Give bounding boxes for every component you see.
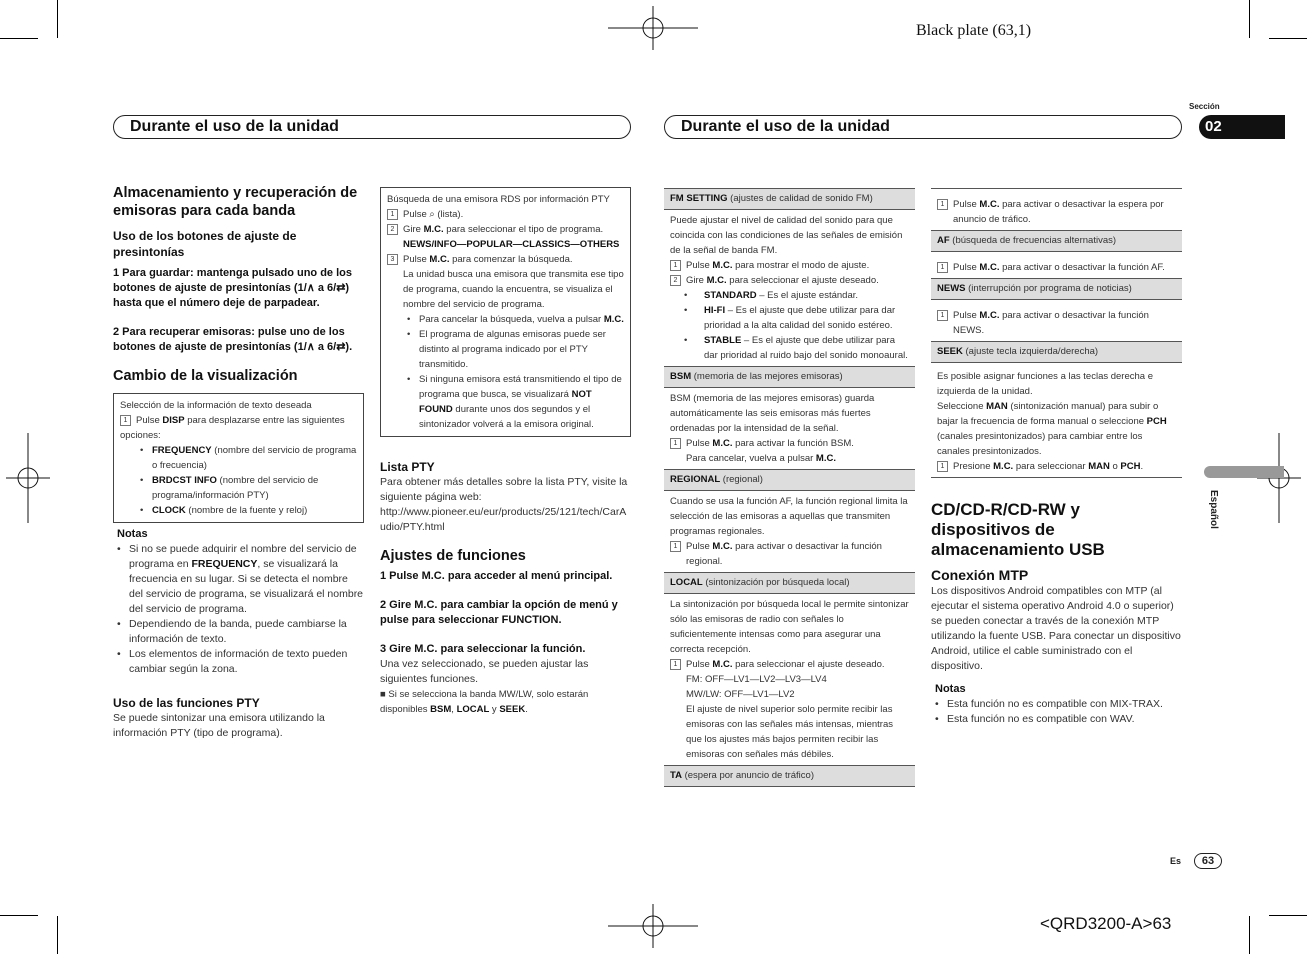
section-number-tab: 02 <box>1199 115 1285 139</box>
step-number-icon: 2 <box>670 275 681 286</box>
list-item: • Si ninguna emisora está transmitiendo el tipo de programa que busca, se visualizará NOT FOUND durante unos dos segundos y el sintonizador volverá a la emisora original. <box>387 372 624 432</box>
subsection-title: Conexión MTP <box>931 567 1029 583</box>
info-box: Selección de la información de texto deseada 1 Pulse DISP para desplazarse entre las siguientes opciones: • FREQUENCY (nombre del servicio de programa o frecuencia) • BRDCST INFO (nombre del servicio de programa/información PTY) • CLOCK (nombre de la fuente y reloj) <box>113 393 364 523</box>
list-item: • Los elementos de información de texto pueden cambiar según la zona. <box>113 647 364 677</box>
function-header: NEWS (interrupción por programa de noticias) <box>931 278 1182 300</box>
paragraph: Es posible asignar funciones a las teclas derecha e izquierda de la unidad. <box>937 371 1153 397</box>
step-1: 1 Para guardar: mantenga pulsado uno de los botones de ajuste de presintonías (1/∧ a 6/⇄) hasta que el número deje de parpadear. <box>113 267 352 309</box>
step-number-icon: 2 <box>387 224 398 235</box>
function-header: AF (búsqueda de frecuencias alternativas) <box>931 230 1182 252</box>
option-values: MW/LW: OFF—LV1—LV2 <box>686 689 795 700</box>
function-header: BSM (memoria de las mejores emisoras) <box>664 366 915 388</box>
step-number-icon: 1 <box>937 461 948 472</box>
paragraph: La sintonización por búsqueda local le permite sintonizar sólo las emisoras de radio con señales lo suficientemente intensas como para asegurar una correcta recepción. <box>670 599 909 655</box>
language-label: Español <box>1208 490 1219 529</box>
paragraph: El ajuste de nivel superior solo permite recibir las emisoras con las señales más intensas, mientras que los ajustes más bajos permiten recibir las emisoras con señales más débiles. <box>686 704 893 760</box>
list-item: • STANDARD – Es el ajuste estándar. <box>664 288 915 303</box>
paragraph: BSM (memoria de las mejores emisoras) guarda automáticamente las seis emisoras más fuertes ordenadas por la intensidad de la señal. <box>670 393 875 434</box>
column-2 <box>380 187 631 717</box>
page-language: Es <box>1170 856 1182 866</box>
list-item: • BRDCST INFO (nombre del servicio de programa/información PTY) <box>120 473 357 503</box>
crop-mark <box>0 915 38 916</box>
step-number-icon: 1 <box>387 209 398 220</box>
list-item: • Esta función no es compatible con WAV. <box>931 712 1182 727</box>
crop-mark <box>57 0 58 38</box>
step-number-icon: 3 <box>387 254 398 265</box>
subsection-title: Uso de los botones de ajuste de presintonías <box>113 229 297 259</box>
list-item: • FREQUENCY (nombre del servicio de programa o frecuencia) <box>120 443 357 473</box>
crop-mark <box>57 916 58 954</box>
subsection-title: Uso de las funciones PTY <box>113 696 260 710</box>
list-item: • Para cancelar la búsqueda, vuelva a pulsar M.C. <box>387 312 624 327</box>
section-header-right: Durante el uso de la unidad <box>664 115 1182 139</box>
square-bullet-icon: ■ <box>380 689 389 700</box>
list-item: • CLOCK (nombre de la fuente y reloj) <box>120 503 357 518</box>
paragraph: Para obtener más detalles sobre la lista PTY, visite la siguiente página web: <box>380 476 628 503</box>
column-3: FM SETTING (ajustes de calidad de sonido FM) Puede ajustar el nivel de calidad del sonido para que coincida con las condiciones de las señales de emisión de la señal de banda FM. 1 Pulse M.C. para mostrar el modo de ajuste. 2 Gire M.C. para seleccionar el ajuste deseado. • STANDARD – Es el ajuste estándar. • HI-FI – Es el ajuste que debe utilizar para dar prioridad a la alta calidad del sonido estéreo. • STABLE – Es el ajuste que debe utilizar para dar prioridad al ruido bajo del sonido monoaural. BSM (memoria de las mejores emisoras) BSM (memoria de las mejores emisoras) guarda automáticamente las seis emisoras más fuertes ordenadas por la intensidad de la señal. 1 Pulse M.C. para activar la función BSM. Para cancelar, vuelva a pulsar M.C. REGIONAL (regional) Cuando se usa la función AF, la función regional limita la selección de las emisoras a aquellas que transmiten programas regionales. 1 Pulse M.C. para activar o desactivar la función regional. LOCAL (sintonización por búsqueda local) La sintonización por búsqueda local le permite sintonizar sólo las emisoras de radio con señales lo suficientemente intensas como para asegurar una correcta recepción. 1 Pulse M.C. para seleccionar el ajuste deseado. FM: OFF—LV1—LV2—LV3—LV4 MW/LW: OFF—LV1—LV2 El ajuste de nivel superior solo permite recibir las emisoras con las señales más intensas, mientras que los ajustes más bajos permiten recibir las emisoras con señales más débiles. TA (espera por anuncio de tráfico) <box>664 188 915 787</box>
step-number-icon: 1 <box>670 260 681 271</box>
step-2: 2 Para recuperar emisoras: pulse uno de los botones de ajuste de presintonías (1/∧ a 6/⇄). <box>113 326 353 353</box>
paragraph: Cuando se usa la función AF, la función regional limita la selección de las emisoras a aquellas que transmiten programas regionales. <box>670 496 908 537</box>
list-item: • Dependiendo de la banda, puede cambiarse la información de texto. <box>113 617 364 647</box>
box-title: Selección de la información de texto deseada <box>120 400 312 411</box>
plate-label: Black plate (63,1) <box>916 22 1032 39</box>
document-code: <QRD3200-A>63 <box>1040 914 1172 933</box>
list-item: • Si no se puede adquirir el nombre del servicio de programa en FREQUENCY, se visualizará la frecuencia en su lugar. Si se detecta el nombre del servicio de programa, se visualizará el nombre del servicio de programa. <box>113 542 364 617</box>
step-number-icon: 1 <box>937 199 948 210</box>
step-number-icon: 1 <box>670 659 681 670</box>
crop-mark <box>1249 0 1250 38</box>
notes-heading: Notas <box>117 528 148 540</box>
step-1: 1 Pulse M.C. para acceder al menú principal. <box>380 570 613 582</box>
function-header: REGIONAL (regional) <box>664 469 915 491</box>
registration-mark <box>608 6 698 50</box>
crop-mark <box>1269 38 1307 39</box>
step-number-icon: 1 <box>937 262 948 273</box>
step-2: 2 Gire M.C. para cambiar la opción de menú y pulse para seleccionar FUNCTION. <box>380 599 618 626</box>
note: ■ Si se selecciona la banda MW/LW, solo estarán disponibles BSM, LOCAL y SEEK. <box>380 689 589 715</box>
option-values: FM: OFF—LV1—LV2—LV3—LV4 <box>686 674 827 685</box>
language-tab <box>1204 466 1284 478</box>
paragraph: Los dispositivos Android compatibles con MTP (al ejecutar el sistema operativo Android 4.0 o superior) se pueden conectar a través de la conexión MTP utilizando la fuente USB. Para conectar un dispositivo Android, utilice el cable suministrado con el dispositivo. <box>931 585 1181 672</box>
page-number: 63 <box>1194 853 1222 869</box>
step-number-icon: 1 <box>670 541 681 552</box>
step-number-icon: 1 <box>937 310 948 321</box>
section-title: Almacenamiento y recuperación de emisoras para cada banda <box>113 185 358 219</box>
section-title: Ajustes de funciones <box>380 548 526 564</box>
registration-mark <box>608 904 698 948</box>
paragraph: Una vez seleccionado, se pueden ajustar las siguientes funciones. <box>380 658 589 685</box>
function-header: TA (espera por anuncio de tráfico) <box>664 765 915 787</box>
list-item: • Esta función no es compatible con MIX-TRAX. <box>931 697 1182 712</box>
list-item: • STABLE – Es el ajuste que debe utilizar para dar prioridad al ruido bajo del sonido monoaural. <box>664 333 915 366</box>
section-label: Sección <box>1189 102 1220 111</box>
paragraph: Puede ajustar el nivel de calidad del sonido para que coincida con las condiciones de las señales de emisión de la señal de banda FM. <box>670 215 903 256</box>
function-header: LOCAL (sintonización por búsqueda local) <box>664 572 915 594</box>
crop-mark <box>1249 916 1250 954</box>
section-header-left: Durante el uso de la unidad <box>113 115 631 139</box>
list-item: • HI-FI – Es el ajuste que debe utilizar para dar prioridad a la alta calidad del sonido estéreo. <box>664 303 915 333</box>
url-link[interactable]: http://www.pioneer.eu/eur/products/25/121/tech/CarAudio/PTY.html <box>380 506 627 533</box>
notes-heading: Notas <box>935 683 966 695</box>
registration-mark <box>6 433 50 523</box>
crop-mark <box>0 38 38 39</box>
registration-mark <box>1257 433 1301 523</box>
box-title: Búsqueda de una emisora RDS por información PTY <box>387 194 610 205</box>
step-number-icon: 1 <box>670 438 681 449</box>
paragraph: Se puede sintonizar una emisora utilizando la información PTY (tipo de programa). <box>113 712 325 739</box>
step-3: 3 Gire M.C. para seleccionar la función. <box>380 643 586 655</box>
function-header: SEEK (ajuste tecla izquierda/derecha) <box>931 341 1182 363</box>
crop-mark <box>1269 915 1307 916</box>
section-title: Cambio de la visualización <box>113 368 298 384</box>
section-title: CD/CD-R/CD-RW y dispositivos de almacenamiento USB <box>931 500 1105 559</box>
subsection-title: Lista PTY <box>380 460 435 474</box>
column-1 <box>113 184 364 741</box>
info-box: Búsqueda de una emisora RDS por información PTY 1 Pulse ⌕ (lista). 2 Gire M.C. para seleccionar el tipo de programa. NEWS/INFO—POPULAR—CLASSICS—OTHERS 3 Pulse M.C. para comenzar la búsqueda. La unidad busca una emisora que transmita ese tipo de programa, cuando la encuentra, se visualiza el nombre del servicio de programa. • Para cancelar la búsqueda, vuelva a pulsar M.C. • El programa de algunas emisoras puede ser distinto al programa indicado por el PTY transmitido. • Si ninguna emisora está transmitiendo el tipo de programa que busca, se visualizará NOT FOUND durante unos dos segundos y el sintonizador volverá a la emisora original. <box>380 187 631 437</box>
column-4: 1 Pulse M.C. para activar o desactivar la espera por anuncio de tráfico. AF (búsqueda de frecuencias alternativas) 1 Pulse M.C. para activar o desactivar la función AF. NEWS (interrupción por programa de noticias) 1 Pulse M.C. para activar o desactivar la función NEWS. SEEK (ajuste tecla izquierda/derecha) Es posible asignar funciones a las teclas derecha e izquierda de la unidad. Seleccione MAN (sintonización manual) para subir o bajar la frecuencia de forma manual o seleccione PCH (canales presintonizados) para cambiar entre los canales presintonizados. 1 Presione M.C. para seleccionar MAN o PCH. CD/CD-R/CD-RW y dispositivos de almacenamiento USB Conexión MTP Los dispositivos Android compatibles con MTP (al ejecutar el sistema operativo Android 4.0 o superior) se pueden conectar a través de la conexión MTP utilizando la fuente USB. Para conectar un dispositivo Android, utilice el cable suministrado con el dispositivo. Notas • Esta función no es compatible con MIX-TRAX. • Esta función no es compatible con WAV. <box>931 188 1182 727</box>
step-number-icon: 1 <box>120 415 131 426</box>
function-header: FM SETTING (ajustes de calidad de sonido FM) <box>664 188 915 210</box>
list-item: • El programa de algunas emisoras puede ser distinto al programa indicado por el PTY transmitido. <box>387 327 624 372</box>
